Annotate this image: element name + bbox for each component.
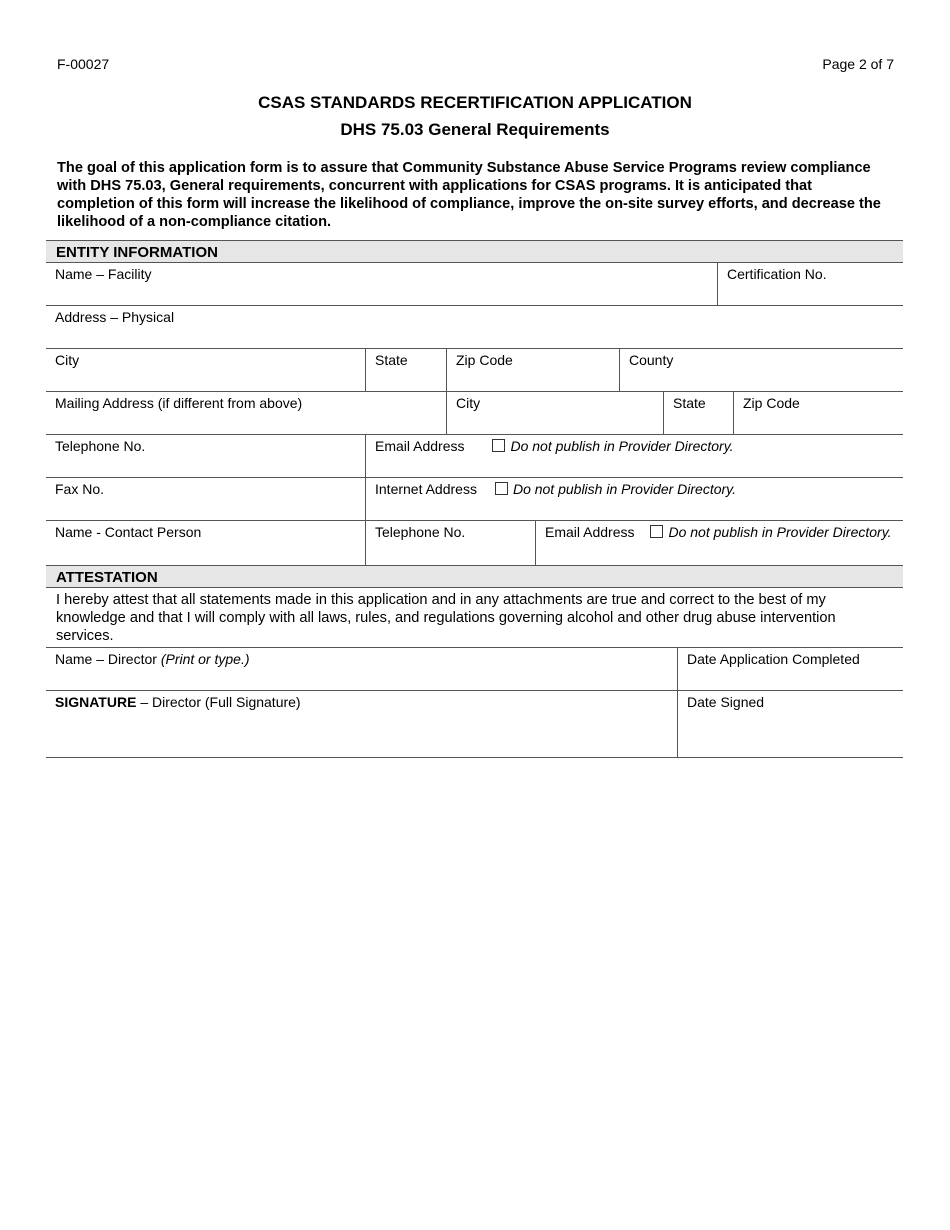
telephone-field[interactable]: Telephone No. — [55, 438, 146, 454]
city-field[interactable]: City — [55, 352, 80, 368]
entity-section-heading: ENTITY INFORMATION — [46, 240, 903, 263]
page-title: CSAS STANDARDS RECERTIFICATION APPLICATION — [258, 93, 692, 112]
telephone-row — [46, 435, 903, 478]
address-row — [46, 306, 903, 349]
fax-row — [46, 478, 903, 521]
application-form — [46, 240, 903, 758]
date-completed-field[interactable]: Date Application Completed — [677, 648, 903, 690]
mailing-city-field[interactable]: City — [446, 392, 663, 434]
email-field[interactable]: Email Address Do not publish in Provider Directory. — [365, 435, 903, 477]
director-row — [46, 648, 903, 691]
zip-code-field[interactable]: Zip Code — [446, 349, 619, 391]
contact-do-not-publish-label: Do not publish in Provider Directory. — [668, 524, 892, 540]
intro-paragraph: The goal of this application form is to assure that Community Substance Abuse Service Programs review compliance with DHS 75.03, General requirements, concurrent with applications for CSAS programs. It is anticipated that completion of this form will increase the likelihood of compliance, improve the on-site survey efforts, and decrease the likelihood of a non-compliance citation. — [57, 160, 881, 230]
page-subtitle: DHS 75.03 General Requirements — [340, 120, 610, 139]
contact-row — [46, 521, 903, 565]
city-row — [46, 349, 903, 392]
date-signed-field[interactable]: Date Signed — [677, 691, 903, 757]
email-do-not-publish-label: Do not publish in Provider Directory. — [510, 438, 734, 454]
county-field[interactable]: County — [619, 349, 903, 391]
form-number: F-00027 — [57, 56, 110, 72]
attestation-statement: I hereby attest that all statements made in this application and in any attachments are true and correct to the best of my knowledge and that I will comply with all laws, rules, and regulations governing alcohol and other drug abuse intervention services. — [46, 588, 903, 648]
facility-row — [46, 263, 903, 306]
certification-no-field[interactable]: Certification No. — [717, 263, 903, 305]
contact-person-field[interactable]: Name - Contact Person — [55, 524, 202, 540]
email-do-not-publish-checkbox[interactable] — [492, 439, 505, 452]
attestation-section-heading: ATTESTATION — [46, 565, 903, 588]
address-physical-field[interactable]: Address – Physical — [55, 309, 175, 325]
internet-do-not-publish-checkbox[interactable] — [495, 482, 508, 495]
contact-telephone-field[interactable]: Telephone No. — [365, 521, 535, 565]
fax-field[interactable]: Fax No. — [55, 481, 105, 497]
name-facility-field[interactable]: Name – Facility — [55, 266, 152, 282]
internet-address-field[interactable]: Internet Address Do not publish in Provider Directory. — [365, 478, 903, 520]
signature-field[interactable]: SIGNATURE – Director (Full Signature) — [55, 694, 301, 710]
internet-do-not-publish-label: Do not publish in Provider Directory. — [512, 481, 737, 497]
mailing-address-field[interactable]: Mailing Address (if different from above) — [55, 395, 303, 411]
state-field[interactable]: State — [365, 349, 446, 391]
page-number: Page 2 of 7 — [822, 56, 894, 72]
name-director-field[interactable]: Name – Director (Print or type.) — [55, 651, 250, 667]
mailing-zip-field[interactable]: Zip Code — [733, 392, 903, 434]
contact-do-not-publish-checkbox[interactable] — [650, 525, 663, 538]
mailing-row — [46, 392, 903, 435]
signature-row — [46, 691, 903, 758]
mailing-state-field[interactable]: State — [663, 392, 733, 434]
contact-email-field[interactable]: Email Address Do not publish in Provider Directory. — [535, 521, 903, 565]
